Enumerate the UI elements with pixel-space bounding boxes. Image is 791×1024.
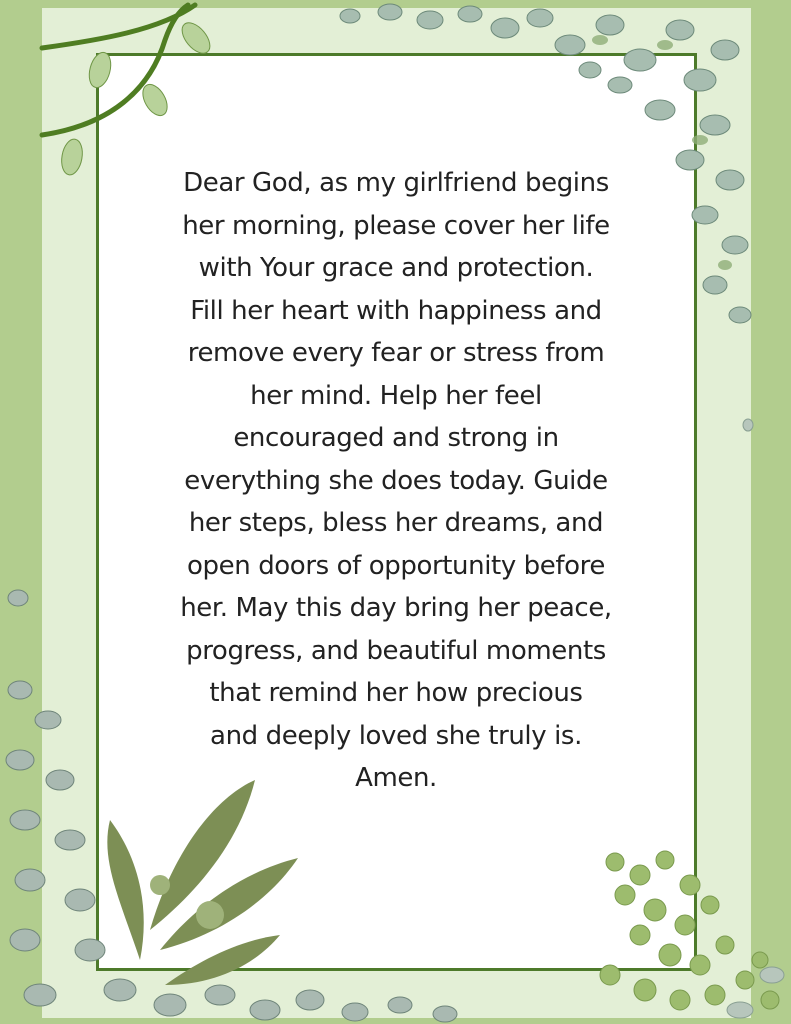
prayer-text: Dear God, as my girlfriend begins her morning, please cover her life with Your grace and protection. Fill her heart with happiness and remove every fear or stress from her mind. Help her feel encouraged and strong in everything she does today. Guide her steps, bless her dreams, and open doors of opportunity before her. May this day bring her peace, progress, and beautiful moments that remind her how precious and deeply loved she truly is. Amen.	[180, 168, 612, 793]
